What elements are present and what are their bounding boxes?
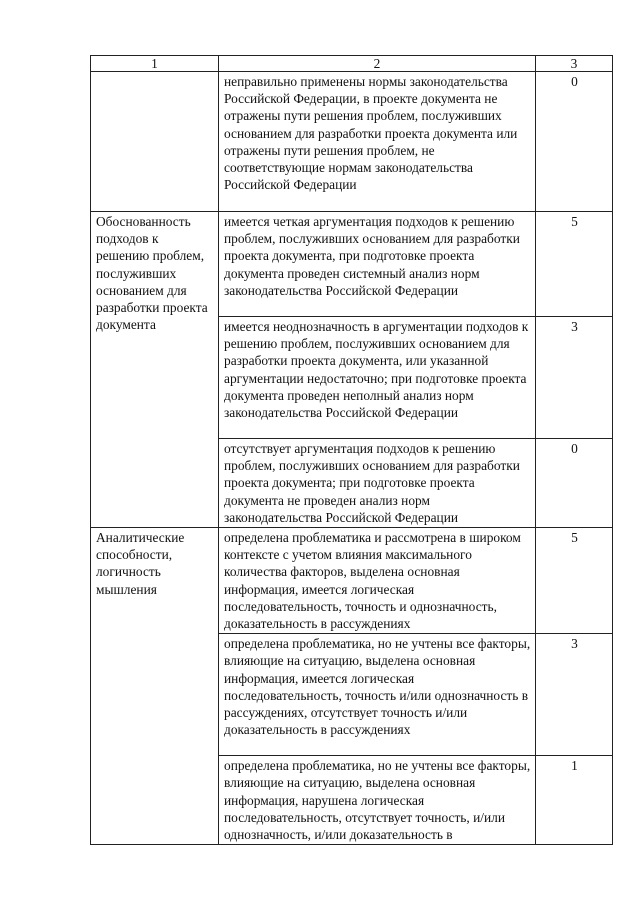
description-cell: имеется четкая аргументация подходов к решению проблем, послуживших основанием для разработки проекта документа, при подготовке проекта документа проведен системный анализ норм законодательства Российской Федерации [219, 212, 536, 317]
score-cell: 5 [536, 212, 613, 317]
column-header: 1 [91, 56, 219, 72]
score-cell: 3 [536, 317, 613, 439]
description-cell: определена проблематика, но не учтены все факторы, влияющие на ситуацию, выделена основная информация, имеется логическая последовательность, точность и/или однозначность в рассуждениях, отсутствует точность и/или доказательность в рассуждениях [219, 634, 536, 756]
score-cell: 0 [536, 439, 613, 528]
table-row [91, 72, 613, 212]
table-row [91, 528, 613, 634]
score-cell: 1 [536, 756, 613, 845]
criterion-cell: Аналитические способности, логичность мышления [91, 528, 219, 845]
description-cell: неправильно применены нормы законодательства Российской Федерации, в проекте документа не отражены пути решения проблем, послуживших основанием для разработки проекта документа или отражены пути решения проблем, не соответствующие нормам законодательства Российской Федерации [219, 72, 536, 212]
description-cell: отсутствует аргументация подходов к решению проблем, послуживших основанием для разработки проекта документа; при подготовке проекта документа не проведен анализ норм законодательства Российской Федерации [219, 439, 536, 528]
column-header: 3 [536, 56, 613, 72]
score-cell: 3 [536, 634, 613, 756]
description-cell: определена проблематика и рассмотрена в широком контексте с учетом влияния максимального количества факторов, выделена основная информация, имеется логическая последовательность, точность и однозначность, доказательность в рассуждениях [219, 528, 536, 634]
criteria-table [90, 55, 613, 845]
criterion-cell: Обоснованность подходов к решению проблем, послуживших основанием для разработки проекта документа [91, 212, 219, 528]
table-row [91, 212, 613, 317]
column-header: 2 [219, 56, 536, 72]
table-header-row [91, 56, 613, 72]
score-cell: 0 [536, 72, 613, 212]
description-cell: имеется неоднозначность в аргументации подходов к решению проблем, послуживших основанием для разработки проекта документа, или указанной аргументации недостаточно; при подготовке проекта документа проведен неполный анализ норм законодательства Российской Федерации [219, 317, 536, 439]
criterion-cell [91, 72, 219, 212]
description-cell: определена проблематика, но не учтены все факторы, влияющие на ситуацию, выделена основная информация, нарушена логическая последовательность, отсутствует точность, и/или однозначность, и/или доказательность в [219, 756, 536, 845]
score-cell: 5 [536, 528, 613, 634]
